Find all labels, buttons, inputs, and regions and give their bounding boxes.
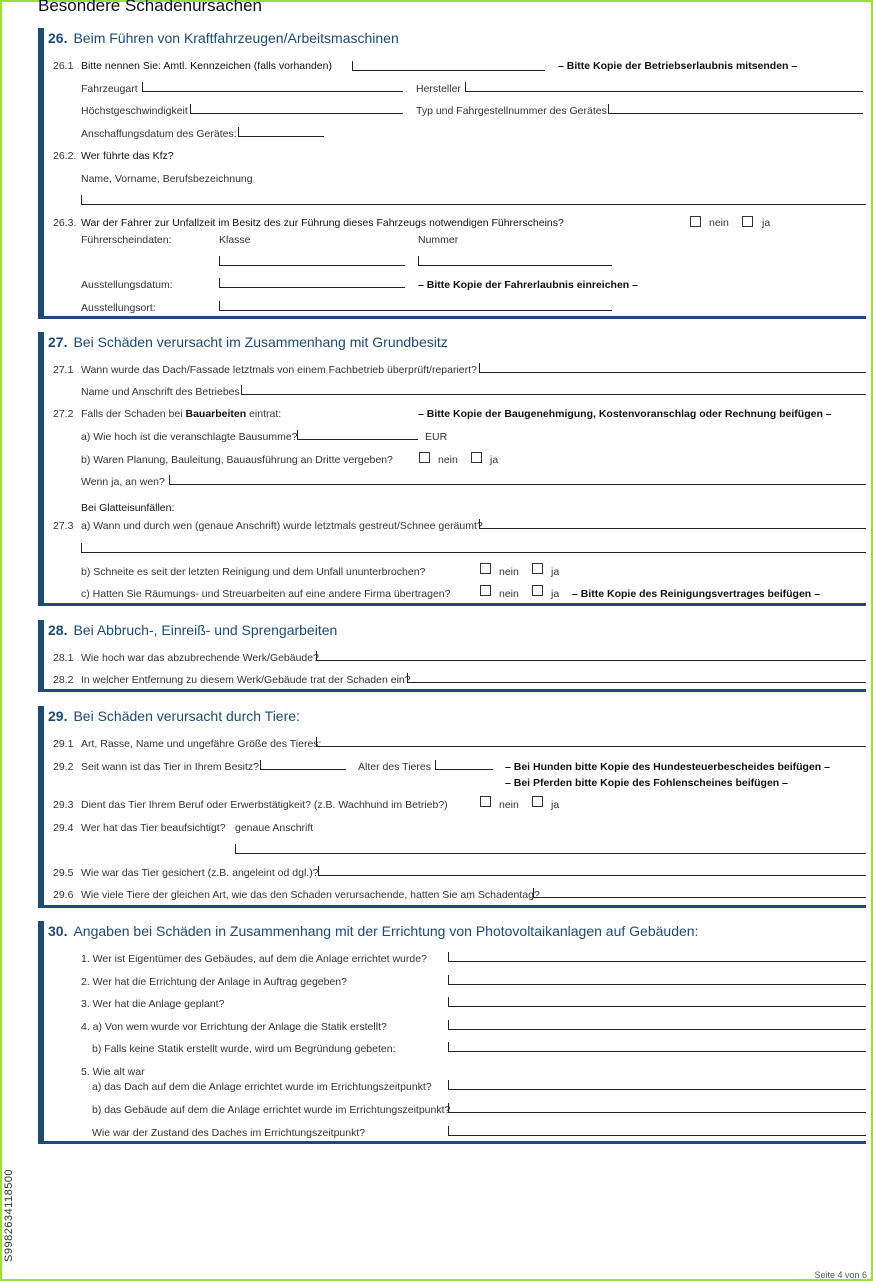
hunde-note: – Bei Hunden bitte Kopie des Hundesteuerbescheides beifügen – bbox=[505, 761, 830, 773]
q-26-3-number: 26.3. bbox=[53, 217, 77, 229]
page-title: Besondere Schadenursachen bbox=[38, 0, 262, 15]
schneite-nein-checkbox[interactable] bbox=[480, 563, 491, 574]
q-29-6-number: 29.6 bbox=[53, 889, 74, 901]
hoechstgeschwindigkeit-field[interactable] bbox=[190, 104, 403, 114]
dritte-nein-checkbox[interactable] bbox=[419, 452, 430, 463]
q-29-6-label: Wie viele Tiere der gleichen Art, wie das den Schaden verursachende, hatten Sie am Schadentag? bbox=[81, 889, 540, 901]
wenn-ja-field[interactable] bbox=[169, 475, 866, 485]
ausstellungsdatum-field[interactable] bbox=[219, 278, 405, 288]
baugenehmigung-note: – Bitte Kopie der Baugenehmigung, Kostenvoranschlag oder Rechnung beifügen – bbox=[418, 408, 832, 420]
pv-q4a-label: 4. a) Von wem wurde vor Errichtung der Anlage die Statik erstellt? bbox=[81, 1021, 387, 1033]
fuehrerschein-ja-checkbox[interactable] bbox=[742, 216, 753, 227]
q-27-2-number: 27.2 bbox=[53, 408, 74, 420]
fuehrerscheindaten-label: Führerscheindaten: bbox=[81, 234, 172, 246]
q-27-3-number: 27.3 bbox=[53, 520, 74, 532]
pv-q1-label: 1. Wer ist Eigentümer des Gebäudes, auf dem die Anlage errichtet wurde? bbox=[81, 953, 427, 965]
ausstellungsdatum-label: Ausstellungsdatum: bbox=[81, 279, 173, 291]
anzahl-tiere-field[interactable] bbox=[533, 888, 866, 898]
section-27-title: 27. Bei Schäden verursacht im Zusammenhang mit Grundbesitz bbox=[48, 334, 448, 350]
beruf-nein-label: nein bbox=[499, 799, 519, 811]
pv-q5a-label: a) das Dach auf dem die Anlage errichtet wurde im Errichtungszeitpunkt? bbox=[92, 1081, 432, 1093]
q-26-1-label: Bitte nennen Sie: Amtl. Kennzeichen (falls vorhanden) bbox=[81, 60, 332, 72]
dach-pruefung-field[interactable] bbox=[479, 363, 866, 373]
section-26-title: 26. Beim Führen von Kraftfahrzeugen/Arbeitsmaschinen bbox=[48, 30, 399, 46]
klasse-label: Klasse bbox=[219, 234, 251, 246]
anschaffung-field[interactable] bbox=[238, 127, 324, 137]
dritte-label: b) Waren Planung, Bauleitung, Bauausführung an Dritte vergeben? bbox=[81, 454, 393, 466]
q-26-2-label: Wer führte das Kfz? bbox=[81, 150, 174, 162]
fuehrerschein-nein-label: nein bbox=[709, 217, 729, 229]
sicherung-field[interactable] bbox=[318, 866, 866, 876]
tier-besitz-field[interactable] bbox=[260, 760, 346, 770]
anschrift-label: genaue Anschrift bbox=[235, 822, 314, 834]
q-29-2-label: Seit wann ist das Tier in Ihrem Besitz? bbox=[81, 761, 259, 773]
nummer-label: Nummer bbox=[418, 234, 459, 246]
dritte-nein-label: nein bbox=[438, 454, 458, 466]
form-code: S9982634118500 bbox=[3, 1168, 15, 1262]
pv-q5c-label: Wie war der Zustand des Daches im Errichtungszeitpunkt? bbox=[92, 1127, 366, 1139]
alter-label: Alter des Tieres bbox=[358, 761, 431, 773]
page-number: Seite 4 von 6 bbox=[814, 1270, 867, 1280]
eur-label: EUR bbox=[425, 431, 448, 443]
raeumung-ja-label: ja bbox=[551, 588, 560, 600]
glatteis-heading: Bei Glatteisunfällen: bbox=[81, 502, 175, 514]
beruf-ja-checkbox[interactable] bbox=[532, 796, 543, 807]
q-27-1-number: 27.1 bbox=[53, 364, 74, 376]
section-30-title: 30. Angaben bei Schäden in Zusammenhang mit der Errichtung von Photovoltaikanlagen auf Gebäuden: bbox=[48, 923, 699, 939]
raeumung-nein-label: nein bbox=[499, 588, 519, 600]
fuehrerschein-ja-label: ja bbox=[762, 217, 771, 229]
schneite-label: b) Schneite es seit der letzten Reinigung und dem Unfall ununterbrochen? bbox=[81, 566, 426, 578]
q-27-1-label: Wann wurde das Dach/Fassade letztmals von einem Fachbetrieb überprüft/repariert? bbox=[81, 364, 477, 376]
beruf-nein-checkbox[interactable] bbox=[480, 796, 491, 807]
aufsicht-anschrift-field[interactable] bbox=[235, 844, 866, 854]
fuehrerschein-nein-checkbox[interactable] bbox=[690, 216, 701, 227]
q-28-2-label: In welcher Entfernung zu diesem Werk/Gebäude trat der Schaden ein? bbox=[81, 674, 411, 686]
q-29-2-number: 29.2 bbox=[53, 761, 74, 773]
betrieb-field[interactable] bbox=[241, 385, 866, 395]
ausstellungsort-label: Ausstellungsort: bbox=[81, 302, 156, 314]
name-label: Name, Vorname, Berufsbezeichnung bbox=[81, 173, 253, 185]
tier-alter-field[interactable] bbox=[435, 760, 493, 770]
pv-q4b-field[interactable] bbox=[448, 1042, 866, 1052]
q-29-1-number: 29.1 bbox=[53, 738, 74, 750]
q-29-4-label: Wer hat das Tier beaufsichtigt? bbox=[81, 822, 226, 834]
q-27-2-label: Falls der Schaden bei Bauarbeiten eintrat: bbox=[81, 408, 282, 420]
nummer-field[interactable] bbox=[418, 256, 612, 266]
entfernung-field[interactable] bbox=[407, 673, 866, 683]
beruf-ja-label: ja bbox=[551, 799, 560, 811]
typ-label: Typ und Fahrgestellnummer des Gerätes: bbox=[416, 105, 610, 117]
hersteller-label: Hersteller bbox=[416, 83, 461, 95]
ausstellungsort-field[interactable] bbox=[219, 301, 612, 311]
pv-q4a-field[interactable] bbox=[448, 1020, 866, 1030]
pv-q2-label: 2. Wer hat die Errichtung der Anlage in Auftrag gegeben? bbox=[81, 976, 347, 988]
raeumung-nein-checkbox[interactable] bbox=[480, 585, 491, 596]
abbruch-hoehe-field[interactable] bbox=[316, 651, 866, 661]
pv-q5b-label: b) das Gebäude auf dem die Anlage errichtet wurde im Errichtungszeitpunkt? bbox=[92, 1104, 451, 1116]
pv-q4b-label: b) Falls keine Statik erstellt wurde, wird um Begründung gebeten: bbox=[92, 1043, 396, 1055]
kennzeichen-field[interactable] bbox=[352, 61, 545, 71]
typ-field[interactable] bbox=[608, 104, 863, 114]
fahrzeugart-label: Fahrzeugart bbox=[81, 83, 138, 95]
raeumung-ja-checkbox[interactable] bbox=[532, 585, 543, 596]
q-29-5-label: Wie war das Tier gesichert (z.B. angeleint od dgl.)? bbox=[81, 867, 319, 879]
schneite-ja-checkbox[interactable] bbox=[532, 563, 543, 574]
q-26-3-label: War der Fahrer zur Unfallzeit im Besitz des zur Führung dieses Fahrzeugs notwendigen Führerscheins? bbox=[81, 217, 564, 229]
dritte-ja-checkbox[interactable] bbox=[471, 452, 482, 463]
q-26-1-number: 26.1 bbox=[53, 60, 74, 72]
q-29-3-number: 29.3 bbox=[53, 799, 74, 811]
pv-q3-field[interactable] bbox=[448, 997, 866, 1007]
bausumme-field[interactable] bbox=[297, 430, 418, 440]
schneite-nein-label: nein bbox=[499, 566, 519, 578]
name-field[interactable] bbox=[81, 195, 866, 205]
raeumung-label: c) Hatten Sie Räumungs- und Streuarbeiten auf eine andere Firma übertragen? bbox=[81, 588, 451, 600]
pv-q1-field[interactable] bbox=[448, 952, 866, 962]
pferde-note: – Bei Pferden bitte Kopie des Fohlenscheines beifügen – bbox=[505, 777, 788, 789]
q-29-4-number: 29.4 bbox=[53, 822, 74, 834]
dritte-ja-label: ja bbox=[490, 454, 499, 466]
betriebserlaubnis-note: – Bitte Kopie der Betriebserlaubnis mitsenden – bbox=[558, 60, 798, 72]
gestreut-field-2[interactable] bbox=[81, 543, 866, 553]
pv-q5a-field[interactable] bbox=[448, 1080, 866, 1090]
q-26-2-number: 26.2. bbox=[53, 150, 77, 162]
section-29-title: 29. Bei Schäden verursacht durch Tiere: bbox=[48, 708, 300, 724]
section-28-title: 28. Bei Abbruch-, Einreiß- und Sprengarbeiten bbox=[48, 622, 338, 638]
q-28-1-number: 28.1 bbox=[53, 652, 74, 664]
tier-art-field[interactable] bbox=[316, 737, 866, 747]
fahrerlaubnis-note: – Bitte Kopie der Fahrerlaubnis einreichen – bbox=[418, 279, 638, 291]
fahrzeugart-field[interactable] bbox=[142, 82, 403, 92]
q-28-2-number: 28.2 bbox=[53, 674, 74, 686]
pv-q5c-field[interactable] bbox=[448, 1126, 866, 1136]
q-29-5-number: 29.5 bbox=[53, 867, 74, 879]
schneite-ja-label: ja bbox=[551, 566, 560, 578]
bausumme-label: a) Wie hoch ist die veranschlagte Bausumme? bbox=[81, 431, 298, 443]
anschaffung-label: Anschaffungsdatum des Gerätes: bbox=[81, 128, 237, 140]
hoechstgeschwindigkeit-label: Höchstgeschwindigkeit bbox=[81, 105, 188, 117]
pv-q2-field[interactable] bbox=[448, 975, 866, 985]
gestreut-field[interactable] bbox=[479, 519, 866, 529]
hersteller-field[interactable] bbox=[465, 82, 863, 92]
betrieb-label: Name und Anschrift des Betriebes bbox=[81, 386, 240, 398]
klasse-field[interactable] bbox=[219, 256, 405, 266]
reinigung-note: – Bitte Kopie des Reinigungsvertrages beifügen – bbox=[572, 588, 820, 600]
q-29-3-label: Dient das Tier Ihrem Beruf oder Erwerbstätigkeit? (z.B. Wachhund im Betrieb?) bbox=[81, 799, 448, 811]
q-28-1-label: Wie hoch war das abzubrechende Werk/Gebäude? bbox=[81, 652, 319, 664]
pv-q3-label: 3. Wer hat die Anlage geplant? bbox=[81, 998, 225, 1010]
wenn-ja-label: Wenn ja, an wen? bbox=[81, 476, 165, 488]
q-29-1-label: Art, Rasse, Name und ungefähre Größe des Tieres: bbox=[81, 738, 322, 750]
pv-q5-label: 5. Wie alt war bbox=[81, 1066, 145, 1078]
q-27-3-label: a) Wann und durch wen (genaue Anschrift) wurde letztmals gestreut/Schnee geräumt? bbox=[81, 520, 483, 532]
pv-q5b-field[interactable] bbox=[448, 1103, 866, 1113]
